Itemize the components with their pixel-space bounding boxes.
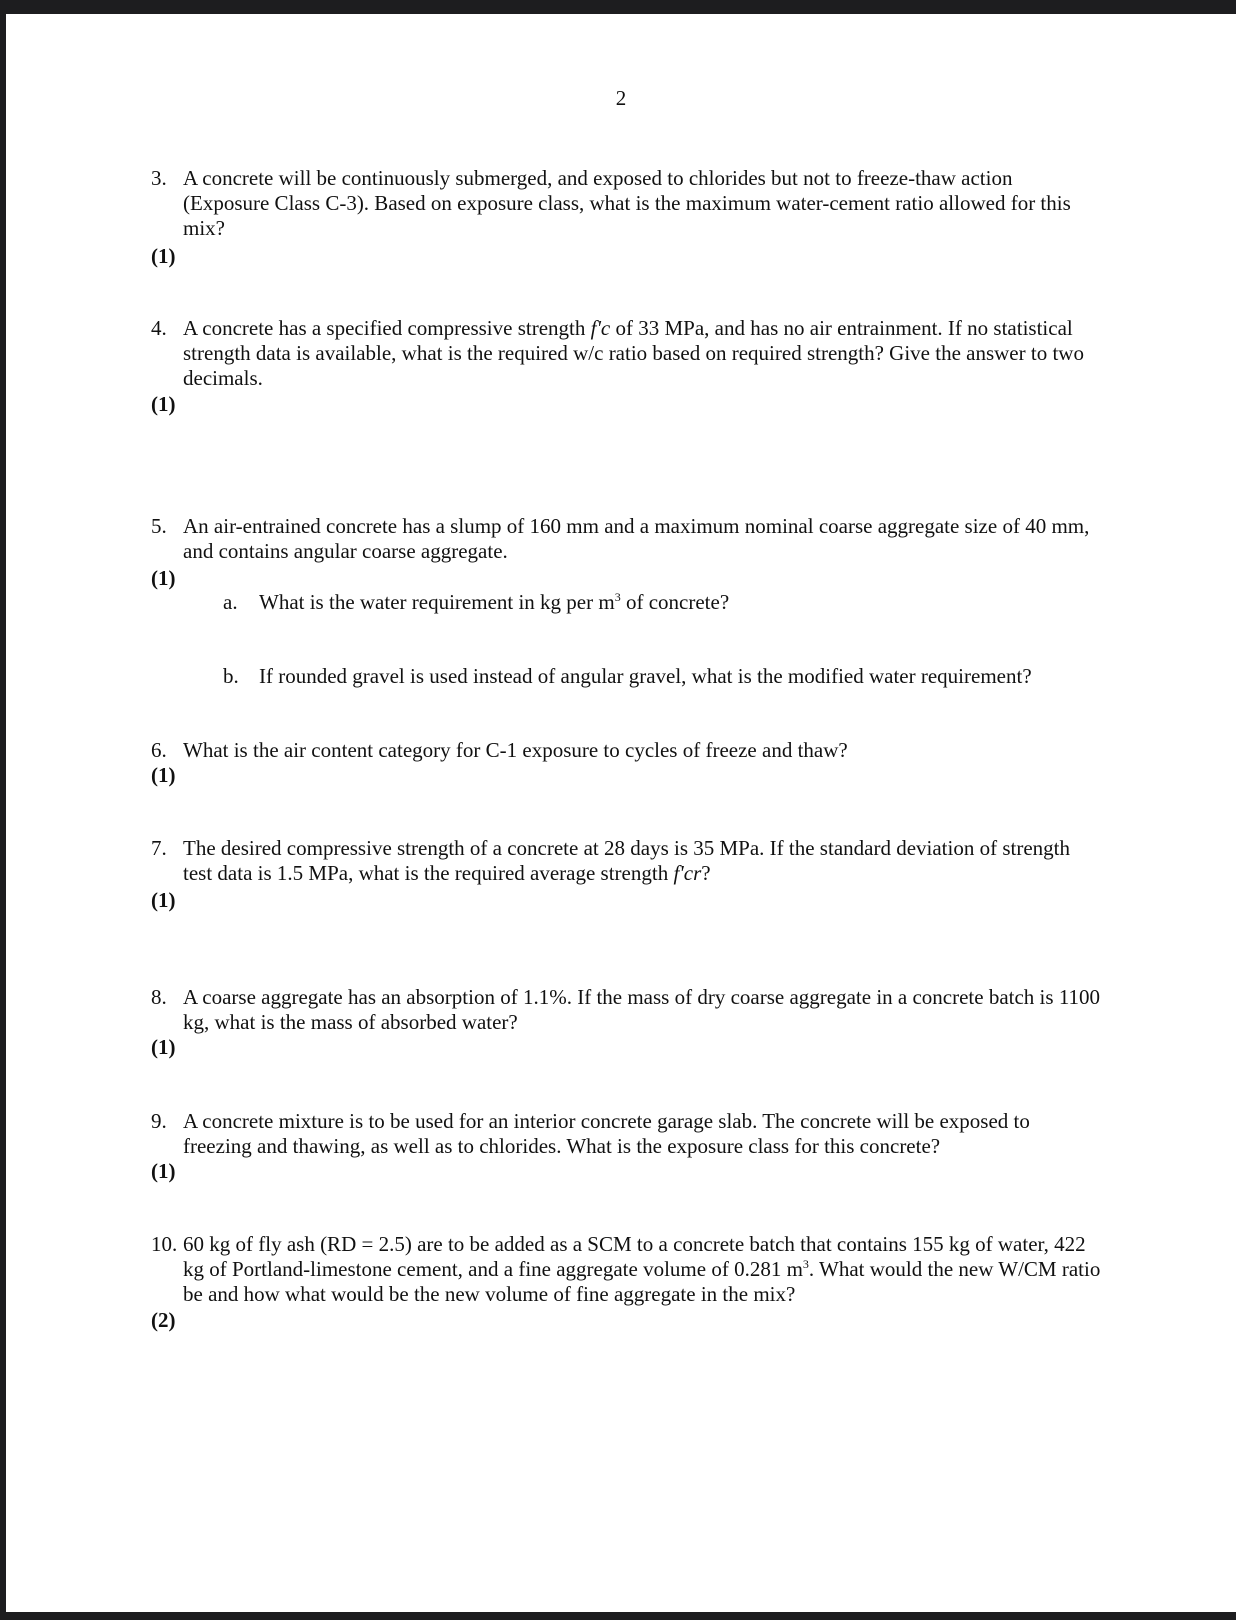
question-marks: (1) xyxy=(151,566,176,590)
question-9 xyxy=(151,1109,1101,1159)
question-text: A concrete mixture is to be used for an interior concrete garage slab. The concrete will be exposed to freezing and thawing, as well as to chlorides. What is the exposure class for this concrete? xyxy=(183,1109,1030,1158)
sub-question-b: b. If rounded gravel is used instead of angular gravel, what is the modified water requirement? xyxy=(223,664,1032,688)
question-text: An air-entrained concrete has a slump of 160 mm and a maximum nominal coarse aggregate size of 40 mm, and contains angular coarse aggregate. xyxy=(183,514,1090,563)
page-number: 2 xyxy=(615,86,627,110)
question-marks: (2) xyxy=(151,1308,176,1332)
question-3 xyxy=(151,166,1101,241)
question-7 xyxy=(151,836,1101,886)
question-number: 7. xyxy=(151,836,167,860)
question-marks: (1) xyxy=(151,244,176,268)
question-8 xyxy=(151,985,1101,1035)
question-marks: (1) xyxy=(151,888,176,912)
document-page xyxy=(6,14,1236,1612)
question-marks: (1) xyxy=(151,1035,176,1059)
question-6 xyxy=(151,738,1101,763)
question-text: A concrete has a specified compressive strength f'c of 33 MPa, and has no air entrainment. If no statistical strength data is available, what is the required w/c ratio based on required strength? Give the answer to two decimals. xyxy=(183,316,1084,390)
question-number: 8. xyxy=(151,985,167,1009)
question-marks: (1) xyxy=(151,763,176,787)
variable-fcr: f'cr xyxy=(673,861,702,885)
question-5 xyxy=(151,514,1101,564)
question-number: 4. xyxy=(151,316,167,340)
question-text: A coarse aggregate has an absorption of 1.1%. If the mass of dry coarse aggregate in a concrete batch is 1100 kg, what is the mass of absorbed water? xyxy=(183,985,1101,1034)
question-number: 5. xyxy=(151,514,167,538)
question-text: 60 kg of fly ash (RD = 2.5) are to be added as a SCM to a concrete batch that contains 155 kg of water, 422 kg of Portland-limestone cement, and a fine aggregate volume of 0.281 $m^3$. What would the new W/CM ratio be and how what would be the new volume of fine aggregate in the mix? xyxy=(183,1232,1101,1306)
question-text: The desired compressive strength of a concrete at 28 days is 35 MPa. If the standard deviation of strength test data is 1.5 MPa, what is the required average strength f'cr? xyxy=(183,836,1070,885)
question-number: 9. xyxy=(151,1109,167,1133)
question-number: 10. xyxy=(151,1232,178,1256)
variable-fc: f'c xyxy=(590,316,611,340)
question-marks: (1) xyxy=(151,392,176,416)
question-text: What is the air content category for C-1 exposure to cycles of freeze and thaw? xyxy=(183,738,848,762)
question-4 xyxy=(151,316,1101,391)
sub-question-a: a. What is the water requirement in kg per $m^3$ of concrete? xyxy=(223,590,730,614)
question-number: 6. xyxy=(151,738,167,762)
question-marks: (1) xyxy=(151,1159,176,1183)
question-10 xyxy=(151,1232,1101,1307)
question-number: 3. xyxy=(151,166,167,190)
question-text: A concrete will be continuously submerged, and exposed to chlorides but not to freeze-thaw action (Exposure Class C-3). Based on exposure class, what is the maximum water-cement ratio allowed for this mix? xyxy=(183,166,1071,240)
